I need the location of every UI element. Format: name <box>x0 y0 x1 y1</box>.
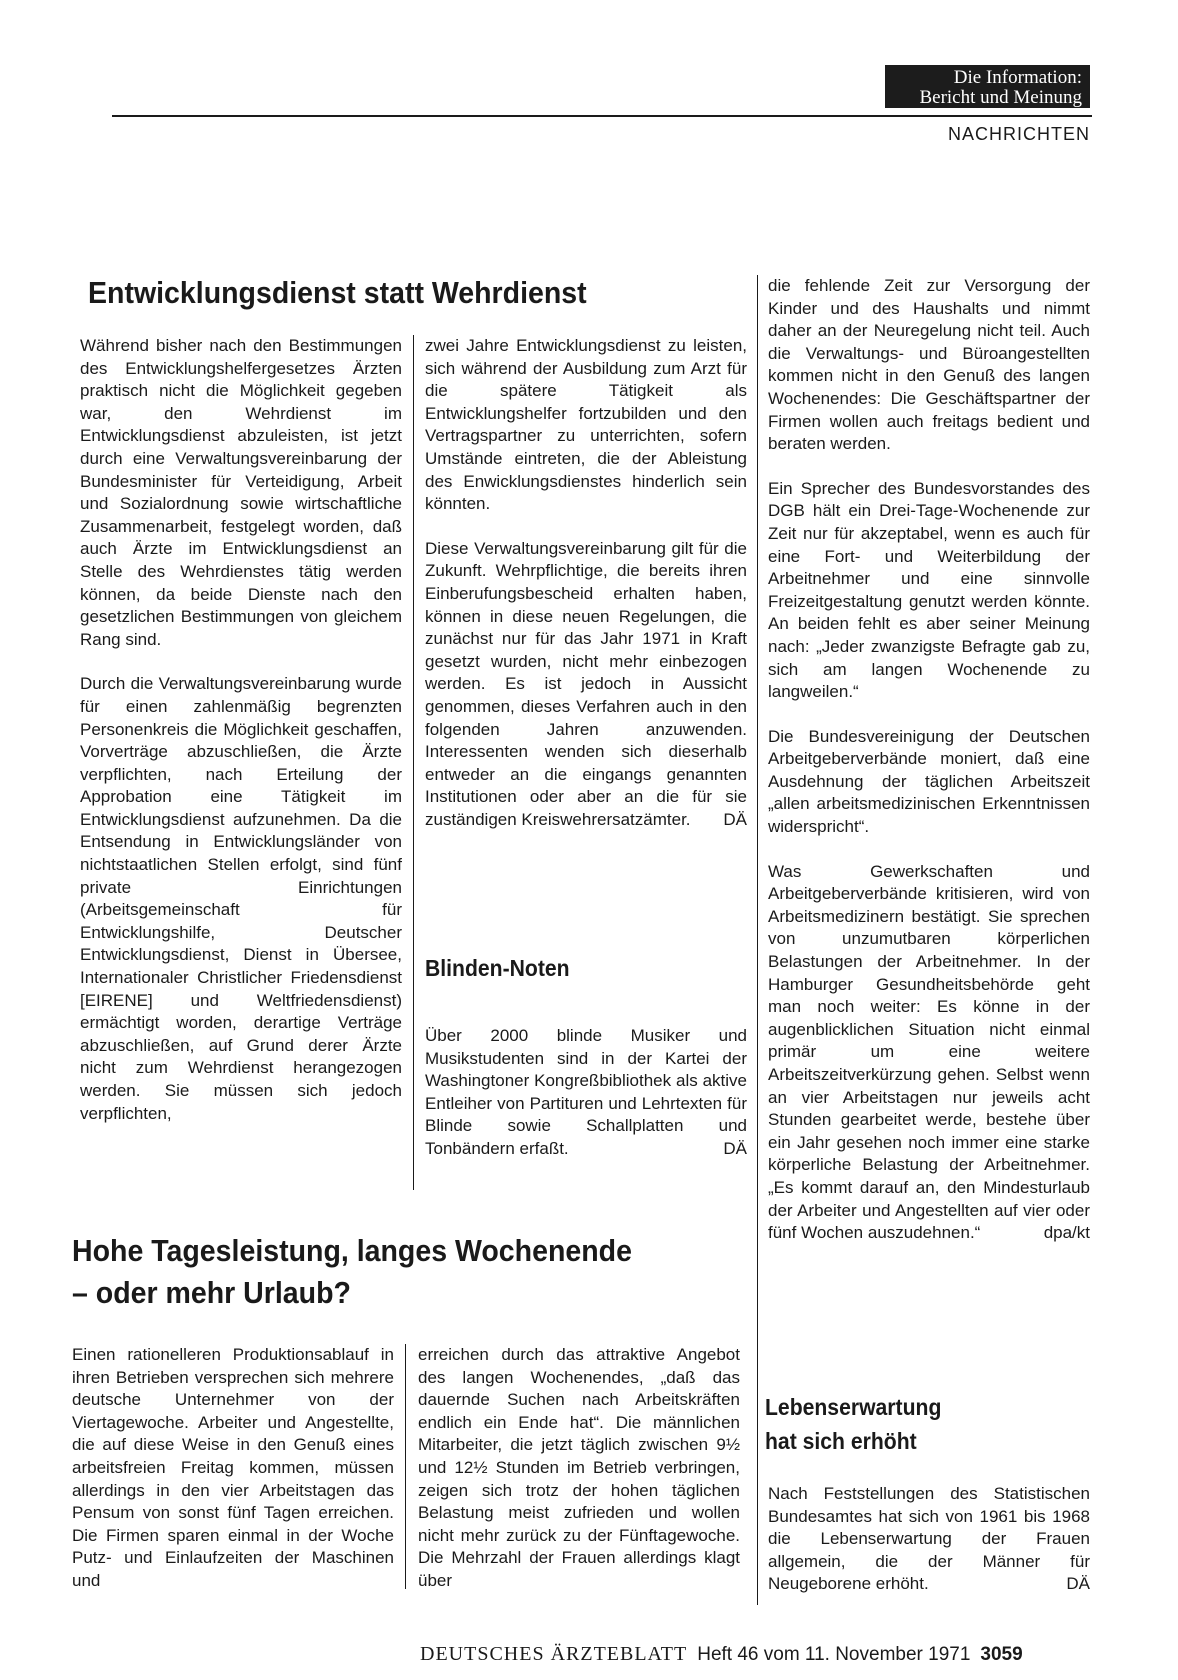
article2-body <box>425 1025 747 1161</box>
article3-paragraph-5: Die Bundesvereinigung der Deutschen Arbeitgeberverbände moniert, daß eine Ausdehnung der täglichen Arbeitszeit „allen arbeitsmedizinischen Erkenntnissen widerspricht“. <box>768 726 1090 837</box>
article3-paragraph-2: erreichen durch das attraktive Angebot des langen Wochenendes, „daß das dauernde Suchen nach Arbeitskräften endlich ein Ende hat“. Die männlichen Mitarbeiter, die jetzt täglich zwischen 9½ und 12½ Stunden im Betrieb verbringen, zeigen sich trotz der hohen täglichen Belastung meist zufrieden und wollen nicht mehr zurück zu der Fünftagewoche. Die Mehrzahl der Frauen allerdings klagt über <box>418 1345 740 1590</box>
article3-column-1 <box>72 1344 394 1593</box>
article4-title-line-2: hat sich erhöht <box>765 1428 917 1454</box>
article1-paragraph-1: Während bisher nach den Bestimmungen des Entwicklungshelfergesetzes Ärzten praktisch nicht die Möglichkeit gegeben war, den Wehrdienst im Entwicklungsdienst abzuleisten, ist jetzt durch eine Verwaltungsvereinbarung der Bundesminister für Verteidigung, Arbeit und Sozialordnung sowie wirtschaftliche Zusammenarbeit, festgelegt worden, daß auch Ärzte im Entwicklungsdienst an Stelle des Wehrdienstes tätig werden können, da beide Dienste nach den gesetzlichen Bestimmungen von gleichem Rang sind. <box>80 336 402 649</box>
article1-paragraph-2: Durch die Verwaltungsvereinbarung wurde für einen zahlenmäßig begrenzten Personenkreis die Möglichkeit geschaffen, Vorverträge abzuschließen, die Ärzte verpflichten, nach Erteilung der Approbation eine Tätigkeit im Entwicklungsdienst aufzunehmen. Da die Entsendung in Entwicklungsländer von nichtstaatlichen Stellen erfolgt, sind fünf private Einrichtungen (Arbeitsgemeinschaft für Entwicklungshilfe, Deutscher Entwicklungsdienst, Dienst in Übersee, Internationaler Christlicher Friedensdienst [EIRENE] und Weltfriedensdienst) ermächtigt worden, derartige Verträge abzuschließen, auf Grund derer Ärzte nicht zum Wehrdienst herangezogen werden. Sie müssen sich jedoch verpflichten, <box>80 674 402 1123</box>
journal-name: DEUTSCHES ÄRZTEBLATT <box>420 1643 688 1665</box>
article3-signature: dpa/kt <box>1043 1223 1090 1243</box>
rubric-line-2: Bericht und Meinung <box>919 87 1082 108</box>
article1-paragraph-3: zwei Jahre Entwicklungsdienst zu leisten, sich während der Ausbildung zum Arzt für die spätere Tätigkeit als Entwicklungshelfer fortzubilden und den Vertragspartner zu unterrichten, sofern Umstände eintreten, die der Ableistung des Enwicklungsdienstes hinderlich sein könnten. <box>425 336 747 514</box>
article-title-blinden-noten: Blinden-Noten <box>425 955 570 981</box>
column-divider-lower <box>405 1344 406 1589</box>
article1-column-1 <box>80 335 402 1125</box>
article3-paragraph-3: die fehlende Zeit zur Versorgung der Kinder und des Haushalts und nimmt daher an der Neuregelung nicht teil. Auch die Verwaltungs- und Büroangestellten kommen nicht in den Genuß des langen Wochenendes: Die Geschäftspartner der Firmen wollen auch freitags bedient und beraten werden. <box>768 276 1090 454</box>
article1-signature: DÄ <box>723 809 747 829</box>
page-footer <box>420 1643 1110 1666</box>
article-title-entwicklungsdienst: Entwicklungsdienst statt Wehrdienst <box>88 275 587 310</box>
article-title-lebenserwartung <box>765 1390 941 1458</box>
article3-paragraph-1: Einen rationelleren Produktionsablauf in ihren Betrieben versprechen sich mehrere deutsche Unternehmer von der Viertagewoche. Arbeiter und Angestellte, die auf diese Weise in den Genuß eines arbeitsfreien Freitag kommen, müssen allerdings in den vier Arbeitstagen das Pensum von sonst fünf Tagen erreichen. Die Firmen sparen einmal in der Woche Putz- und Einlaufzeiten der Maschinen und <box>72 1345 394 1590</box>
article4-text: Nach Feststellungen des Statistischen Bundesamtes hat sich von 1961 bis 1968 die Lebenserwartung der Frauen allgemein, die der Männer für Neugeborene erhöht. <box>768 1484 1090 1594</box>
article1-paragraph-4-text: Diese Verwaltungsvereinbarung gilt für die Zukunft. Wehrpflichtige, die bereits ihren Einberufungsbescheid erhalten haben, können in diese neuen Regelungen, die zunächst nur für das Jahr 1971 in Kraft gesetzt wurden, nicht mehr einbezogen werden. Es ist jedoch in Aussicht genommen, dieses Verfahren auch in den folgenden Jahren anzuwenden. Interessenten wenden sich dieserhalb entweder an die eingangs genannten Institutionen oder aber an die für sie zuständigen Kreiswehrersatzämter. <box>425 538 747 829</box>
column-divider <box>413 335 414 1190</box>
column-divider-right <box>757 275 758 1605</box>
article-title-tagesleistung <box>72 1230 632 1314</box>
article4-body <box>768 1483 1090 1596</box>
article3-title-line-1: Hohe Tagesleistung, langes Wochenende <box>72 1233 632 1268</box>
article4-title-line-1: Lebenserwartung <box>765 1394 942 1420</box>
article4-signature: DÄ <box>1066 1574 1090 1594</box>
header-rule <box>112 115 1092 117</box>
article3-column-2 <box>418 1344 740 1593</box>
article3-title-line-2: – oder mehr Urlaub? <box>72 1275 351 1310</box>
article1-column-2 <box>425 335 747 831</box>
section-label: NACHRICHTEN <box>947 124 1090 144</box>
article4-paragraph <box>768 1483 1090 1596</box>
article2-signature: DÄ <box>723 1138 747 1158</box>
article2-text: Über 2000 blinde Musiker und Musikstudenten sind in der Kartei der Washingtoner Kongreßbibliothek als aktive Entleiher von Partituren und Lehrtexten für Blinde sowie Schallplatten und Tonbändern erfaßt. <box>425 1026 747 1158</box>
rubric-line-1: Die Information: <box>953 67 1082 88</box>
rubric-badge <box>885 65 1090 108</box>
page-number: 3059 <box>980 1644 1023 1665</box>
article3-paragraph-6-text: Was Gewerkschaften und Arbeitgeberverbände kritisieren, wird von Arbeitsmedizinern bestätigt. Sie sprechen von unzumutbaren körperlichen Belastungen der Arbeitnehmer. In der Hamburger Gesundheitsbehörde geht man noch weiter: Es könne in der augenblicklichen Situation nicht einmal primär um eine weitere Arbeitszeitverkürzung gehen. Selbst wenn an vier Arbeitstagen nur jeweils acht Stunden gearbeitet werde, bestehe über ein Jahr gesehen noch immer eine starke körperliche Belastung der Arbeitnehmer. „Es kommt darauf an, den Mindesturlaub der Arbeiter und Angestellten auf vier oder fünf Wochen auszudehnen.“ <box>768 861 1090 1243</box>
article3-paragraph-6 <box>768 861 1090 1245</box>
article3-column-3 <box>768 275 1090 1245</box>
article1-paragraph-4 <box>425 538 747 832</box>
article3-paragraph-4: Ein Sprecher des Bundesvorstandes des DGB hält ein Drei-Tage-Wochenende zur Zeit nur für akzeptabel, wenn es auch für eine Fort- und Weiterbildung der Arbeitnehmer und eine sinnvolle Freizeitgestaltung genutzt werden könnte. An beiden fehlt es aber seiner Meinung nach: „Jeder zwanzigste Befragte gab zu, sich am langen Wochenende zu langweilen.“ <box>768 478 1090 702</box>
issue-info: Heft 46 vom 11. November 1971 <box>697 1644 971 1665</box>
article2-paragraph <box>425 1025 747 1161</box>
